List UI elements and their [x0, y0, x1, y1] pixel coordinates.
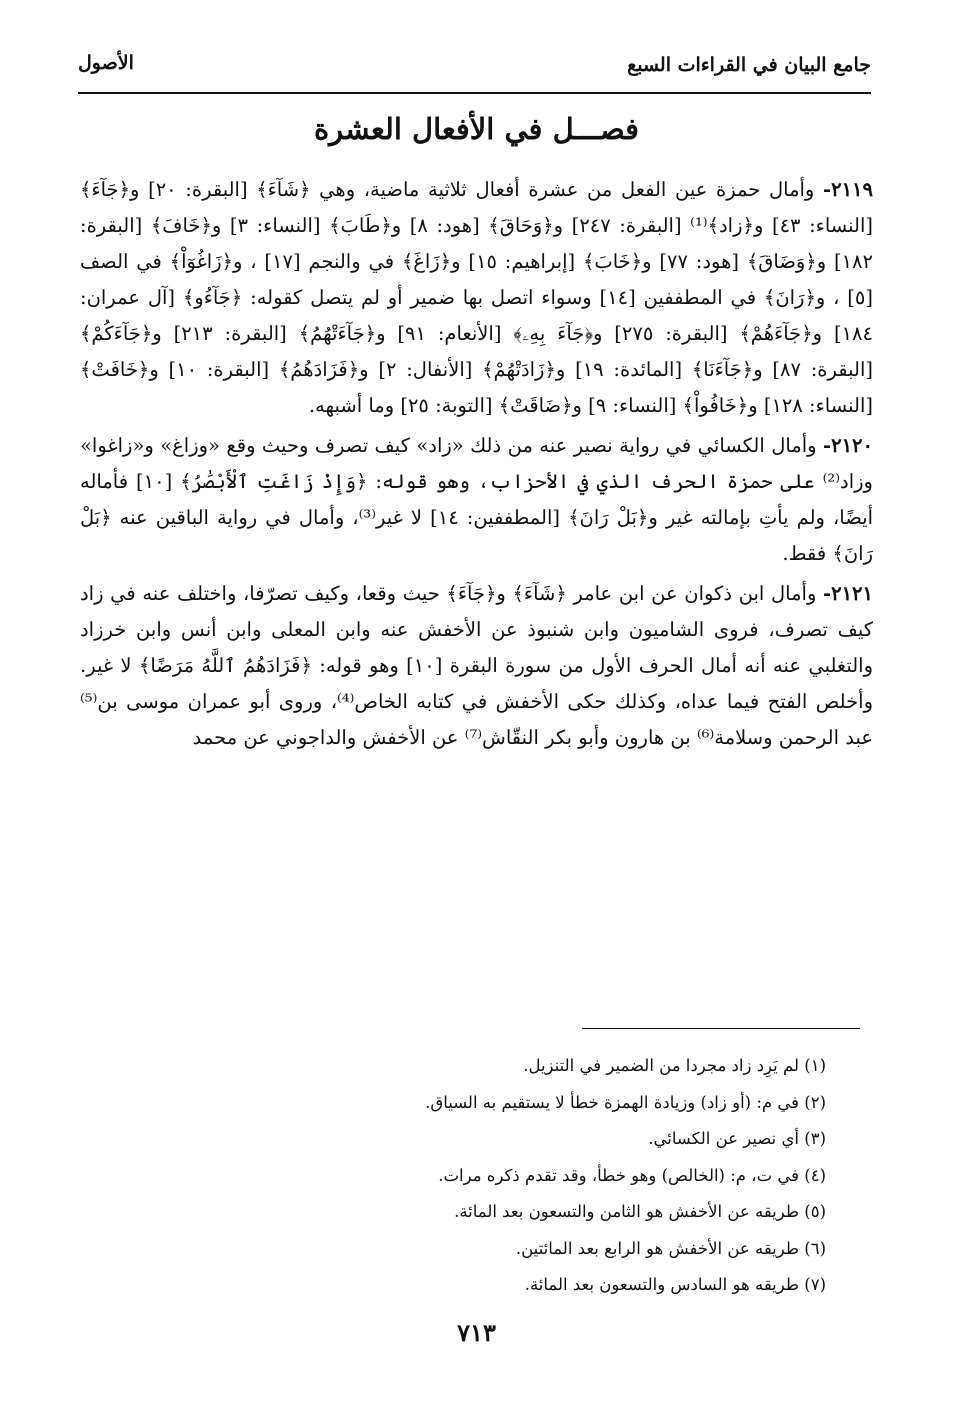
- footnote: (١) لم يَرِد زاد مجردا من الضمير في التنزيل.: [523, 1056, 826, 1075]
- paragraph-text: وأمال ابن ذكوان عن ابن عامر ﴿شَآءَ﴾ و﴿جَآءَ﴾ حيث وقعا، وكيف تصرّفا، واختلف عنه في زاد كيف تصرف، فروى الشاميون وابن شنبوذ عن الأخفش عنه وابن المعلى وابن أنس وابن خرزاد والتغلبي عنه أنه أمال الحرف الأول من سورة البقرة [١٠] وهو قوله: ﴿فَزَادَهُمُ ٱللَّهُ مَرَضًا﴾ لا غير. وأخلص الفتح فيما عداه، وكذلك حكى الأخفش في كتابه الخاص⁽⁴⁾، وروى أبو عمران موسى بن⁽⁵⁾ عبد الرحمن وسلامة⁽⁶⁾ بن هارون وأبو بكر النقّاش⁽⁷⁾ عن الأخفش والداجوني عن محمد: [80, 582, 874, 749]
- section-title: الأصول: [78, 52, 134, 74]
- footnote: (٥) طريقه عن الأخفش هو الثامن والتسعون بعد المائة.: [454, 1202, 826, 1221]
- page-number: ٧١٣: [457, 1318, 496, 1347]
- footnotes: [120, 1048, 826, 1304]
- paragraph-2121: [80, 576, 873, 756]
- running-header: [78, 48, 871, 94]
- book-title: جامع البيان في القراءات السبع: [627, 54, 871, 76]
- chapter-title: فصـــل في الأفعال العشرة: [313, 112, 640, 146]
- paragraph-2120: [80, 428, 873, 572]
- paragraph-2119: [80, 172, 873, 424]
- paragraph-number: ٢١١٩-: [823, 178, 873, 201]
- paragraph-number: ٢١٢١-: [823, 582, 873, 605]
- footnote-divider: [582, 1028, 860, 1029]
- paragraph-text: وأمال حمزة عين الفعل من عشرة أفعال ثلاثية ماضية، وهي ﴿شَآءَ﴾ [البقرة: ٢٠] و﴿جَآءَ﴾ [النساء: ٤٣] و﴿زاد﴾⁽¹⁾ [البقرة: ٢٤٧] و﴿وَحَاقَ﴾ [هود: ٨] و﴿طَابَ﴾ [النساء: ٣] و﴿خَافَ﴾ [البقرة: ١٨٢] و﴿وَضَاقَ﴾ [هود: ٧٧] و﴿خَابَ﴾ [إبراهيم: ١٥] و﴿زَاغَ﴾ في والنجم [١٧] ، و﴿زَاغُوٓاْ﴾ في الصف [٥] ، و﴿رَانَ﴾ في المطففين [١٤] وسواء اتصل بها ضمير أو لم يتصل كقوله: ﴿جَآءُو﴾ [آل عمران: ١٨٤] و﴿جَآءَهُمْ﴾ [البقرة: ٢٧٥] و﴿جَآءَ بِهِۦ﴾ [الأنعام: ٩١] و﴿جَآءَتْهُمُ﴾ [البقرة: ٢١٣] و﴿جَآءَكُمْ﴾ [البقرة: ٨٧] و﴿جَآءَنَا﴾ [المائدة: ١٩] و﴿زَادَتْهُمْ﴾ [الأنفال: ٢] و﴿فَزَادَهُمُ﴾ [البقرة: ١٠] و﴿خَافَتْ﴾ [النساء: ١٢٨] و﴿خَافُواْ﴾ [النساء: ٩] و﴿ضَاقَتْ﴾ [التوبة: ٢٥] وما أشبهه.: [80, 178, 874, 417]
- footnote: (٤) في ت، م: (الخالص) وهو خطأ، وقد تقدم ذكره مرات.: [438, 1165, 826, 1185]
- footnote: (٣) أي نصير عن الكسائي.: [648, 1129, 826, 1148]
- paragraph-text: وأمال الكسائي في رواية نصير عنه من ذلك «زاد» كيف تصرف وحيث وقع «وزاغ» و«زاغوا» وزاد⁽²⁾ على حمزة الحرف الذي في الأحزاب، وهو قوله: ﴿وَإِذْ زَاغَتِ ٱلْأَبْصَٰرُ﴾ [١٠] فأماله أيضًا، ولم يأتِ بإمالته غير و﴿بَلْ رَانَ﴾ [المطففين: ١٤] لا غير⁽³⁾، وأمال في رواية الباقين عنه ﴿بَلْ رَانَ﴾ فقط.: [80, 434, 874, 565]
- footnote: (٦) طريقه عن الأخفش هو الرابع بعد المائتين.: [515, 1238, 826, 1258]
- footnote: (٢) في م: (أو زاد) وزيادة الهمزة خطأ لا يستقيم به السياق.: [425, 1092, 826, 1112]
- main-text: [80, 172, 873, 760]
- footnote: (٧) طريقه هو السادس والتسعون بعد المائة.: [524, 1275, 826, 1294]
- paragraph-number: ٢١٢٠-: [823, 434, 873, 457]
